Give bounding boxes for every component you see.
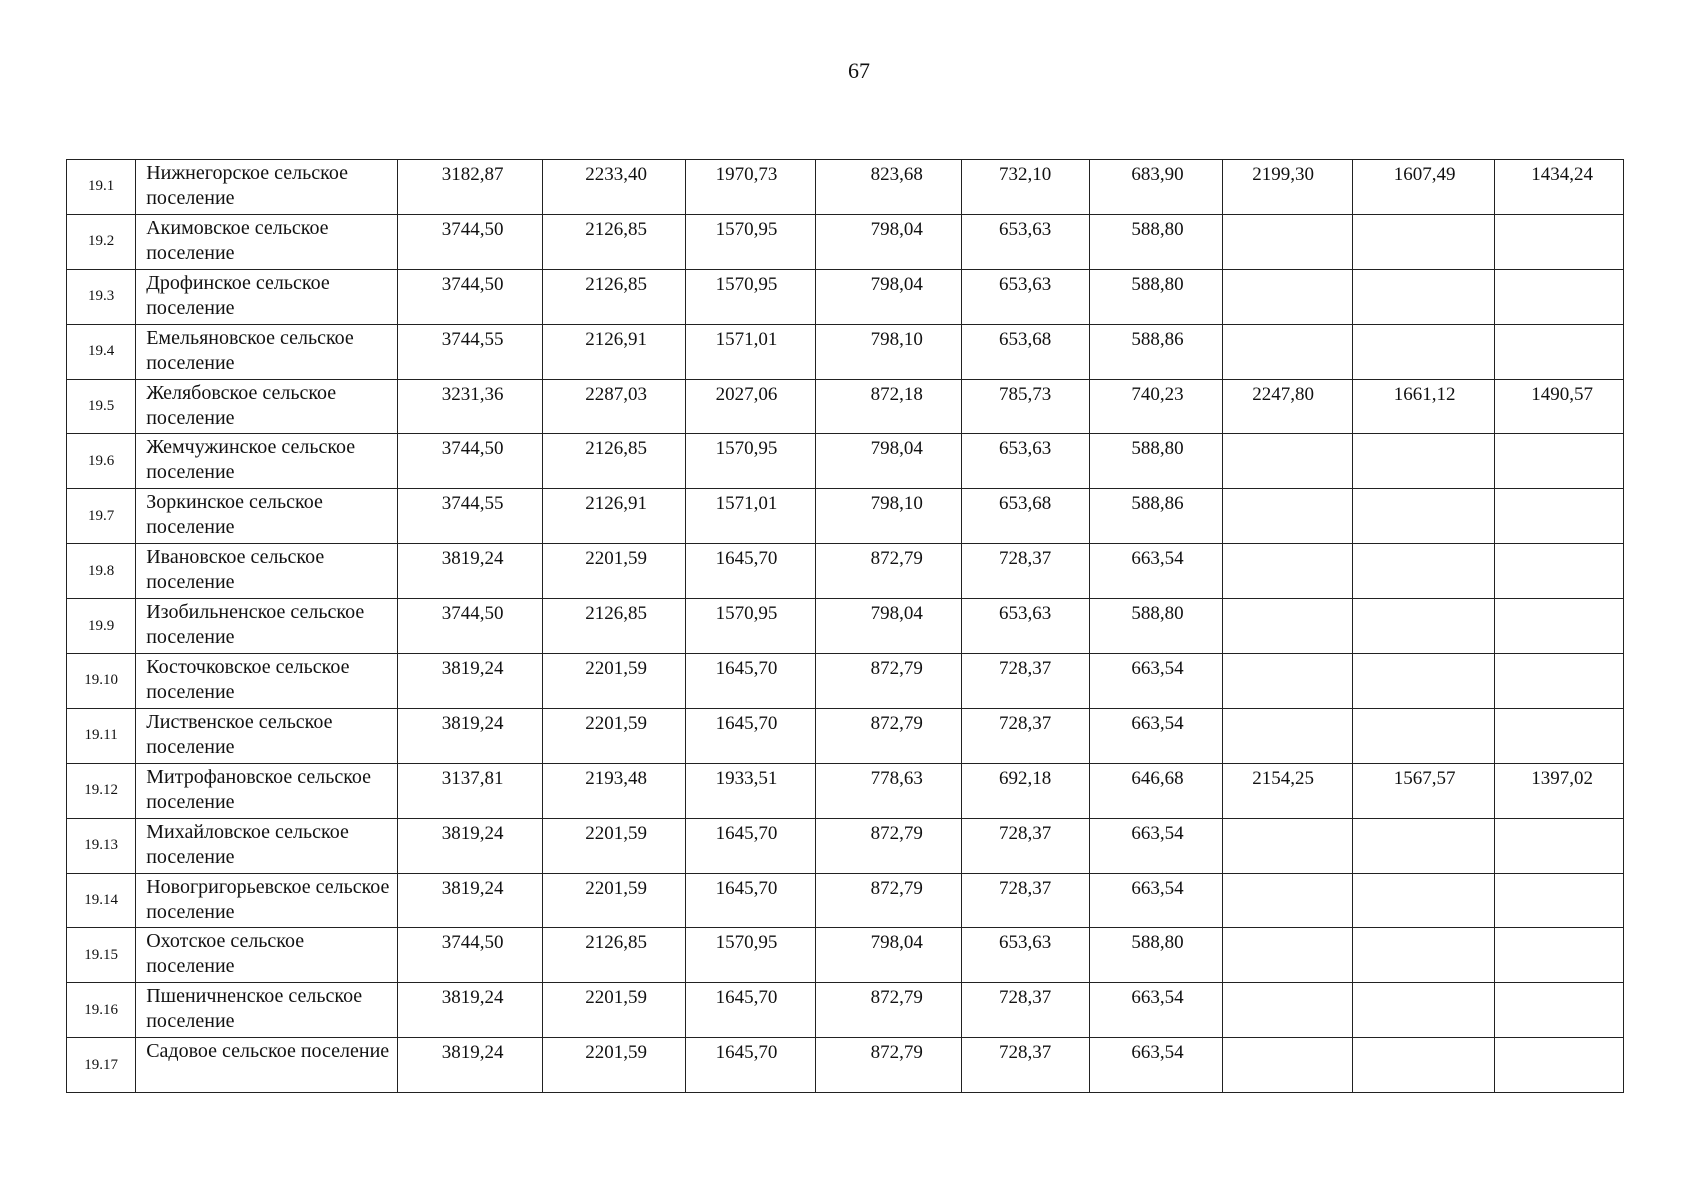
value-cell bbox=[1353, 214, 1494, 269]
value-cell: 1570,95 bbox=[685, 599, 815, 654]
value-cell: 663,54 bbox=[1090, 818, 1222, 873]
value-cell: 728,37 bbox=[961, 983, 1089, 1038]
value-cell: 588,80 bbox=[1090, 269, 1222, 324]
table-row bbox=[67, 599, 1624, 654]
value-cell: 2247,80 bbox=[1222, 379, 1352, 434]
value-cell: 3744,50 bbox=[398, 214, 542, 269]
row-number-cell: 19.11 bbox=[67, 708, 136, 763]
value-cell: 785,73 bbox=[961, 379, 1089, 434]
row-number-cell: 19.12 bbox=[67, 763, 136, 818]
value-cell: 3819,24 bbox=[398, 708, 542, 763]
value-cell: 653,68 bbox=[961, 489, 1089, 544]
settlement-name-cell: Нижнегорское сельское поселение bbox=[136, 160, 398, 215]
settlement-name-cell: Новогригорьевское сельское поселение bbox=[136, 873, 398, 928]
value-cell bbox=[1494, 269, 1624, 324]
value-cell: 872,79 bbox=[816, 818, 961, 873]
value-cell bbox=[1494, 489, 1624, 544]
value-cell bbox=[1222, 324, 1352, 379]
value-cell: 872,79 bbox=[816, 1038, 961, 1093]
value-cell: 1567,57 bbox=[1353, 763, 1494, 818]
value-cell: 3819,24 bbox=[398, 1038, 542, 1093]
value-cell bbox=[1222, 654, 1352, 709]
value-cell: 663,54 bbox=[1090, 1038, 1222, 1093]
value-cell bbox=[1494, 873, 1624, 928]
value-cell: 2154,25 bbox=[1222, 763, 1352, 818]
value-cell: 653,63 bbox=[961, 269, 1089, 324]
value-cell: 798,04 bbox=[816, 928, 961, 983]
value-cell: 872,79 bbox=[816, 708, 961, 763]
value-cell: 588,80 bbox=[1090, 928, 1222, 983]
row-number-cell: 19.16 bbox=[67, 983, 136, 1038]
value-cell bbox=[1494, 1038, 1624, 1093]
value-cell bbox=[1353, 983, 1494, 1038]
value-cell: 2126,85 bbox=[542, 434, 685, 489]
value-cell: 798,04 bbox=[816, 434, 961, 489]
value-cell: 2027,06 bbox=[685, 379, 815, 434]
table-row bbox=[67, 489, 1624, 544]
row-number-cell: 19.14 bbox=[67, 873, 136, 928]
value-cell: 1645,70 bbox=[685, 818, 815, 873]
value-cell: 3137,81 bbox=[398, 763, 542, 818]
table-row bbox=[67, 1038, 1624, 1093]
table-row bbox=[67, 214, 1624, 269]
value-cell: 588,86 bbox=[1090, 489, 1222, 544]
value-cell: 1490,57 bbox=[1494, 379, 1624, 434]
value-cell: 872,18 bbox=[816, 379, 961, 434]
value-cell: 3819,24 bbox=[398, 983, 542, 1038]
value-cell: 1645,70 bbox=[685, 1038, 815, 1093]
settlement-name-cell: Охотское сельское поселение bbox=[136, 928, 398, 983]
tariff-table bbox=[66, 159, 1624, 1093]
row-number-cell: 19.8 bbox=[67, 544, 136, 599]
value-cell: 728,37 bbox=[961, 708, 1089, 763]
value-cell: 588,86 bbox=[1090, 324, 1222, 379]
value-cell: 1645,70 bbox=[685, 983, 815, 1038]
value-cell: 2201,59 bbox=[542, 654, 685, 709]
settlement-name-cell: Косточковское сельское поселение bbox=[136, 654, 398, 709]
value-cell bbox=[1494, 654, 1624, 709]
value-cell bbox=[1222, 599, 1352, 654]
value-cell bbox=[1222, 983, 1352, 1038]
table-row bbox=[67, 763, 1624, 818]
value-cell: 663,54 bbox=[1090, 873, 1222, 928]
value-cell: 1933,51 bbox=[685, 763, 815, 818]
value-cell: 3744,50 bbox=[398, 434, 542, 489]
value-cell: 2126,85 bbox=[542, 928, 685, 983]
value-cell bbox=[1494, 928, 1624, 983]
value-cell: 1570,95 bbox=[685, 434, 815, 489]
value-cell bbox=[1494, 324, 1624, 379]
value-cell: 663,54 bbox=[1090, 708, 1222, 763]
value-cell: 3744,50 bbox=[398, 599, 542, 654]
value-cell: 2201,59 bbox=[542, 544, 685, 599]
table-row bbox=[67, 544, 1624, 599]
value-cell: 663,54 bbox=[1090, 544, 1222, 599]
value-cell: 3744,55 bbox=[398, 324, 542, 379]
value-cell: 728,37 bbox=[961, 544, 1089, 599]
value-cell: 1397,02 bbox=[1494, 763, 1624, 818]
value-cell: 2201,59 bbox=[542, 1038, 685, 1093]
settlement-name-cell: Изобильненское сельское поселение bbox=[136, 599, 398, 654]
table-row bbox=[67, 160, 1624, 215]
value-cell: 2126,85 bbox=[542, 599, 685, 654]
settlement-name-cell: Садовое сельское поселение bbox=[136, 1038, 398, 1093]
row-number-cell: 19.5 bbox=[67, 379, 136, 434]
value-cell bbox=[1353, 873, 1494, 928]
page-number: 67 bbox=[848, 58, 870, 83]
settlement-name-cell: Митрофановское сельское поселение bbox=[136, 763, 398, 818]
value-cell: 663,54 bbox=[1090, 654, 1222, 709]
value-cell bbox=[1494, 599, 1624, 654]
value-cell bbox=[1222, 818, 1352, 873]
value-cell: 872,79 bbox=[816, 654, 961, 709]
value-cell: 653,63 bbox=[961, 928, 1089, 983]
value-cell: 3231,36 bbox=[398, 379, 542, 434]
value-cell: 1570,95 bbox=[685, 928, 815, 983]
value-cell: 3819,24 bbox=[398, 818, 542, 873]
value-cell: 2126,91 bbox=[542, 489, 685, 544]
settlement-name-cell: Акимовское сельское поселение bbox=[136, 214, 398, 269]
value-cell bbox=[1222, 489, 1352, 544]
value-cell: 2233,40 bbox=[542, 160, 685, 215]
value-cell: 653,68 bbox=[961, 324, 1089, 379]
value-cell: 646,68 bbox=[1090, 763, 1222, 818]
value-cell: 1645,70 bbox=[685, 708, 815, 763]
table-row bbox=[67, 269, 1624, 324]
settlement-name-cell: Желябовское сельское поселение bbox=[136, 379, 398, 434]
table-row bbox=[67, 324, 1624, 379]
value-cell: 728,37 bbox=[961, 654, 1089, 709]
row-number-cell: 19.9 bbox=[67, 599, 136, 654]
value-cell: 3819,24 bbox=[398, 544, 542, 599]
table-row bbox=[67, 873, 1624, 928]
value-cell: 2201,59 bbox=[542, 983, 685, 1038]
table-row bbox=[67, 983, 1624, 1038]
value-cell bbox=[1353, 818, 1494, 873]
table-row bbox=[67, 818, 1624, 873]
value-cell: 588,80 bbox=[1090, 434, 1222, 489]
value-cell: 3744,55 bbox=[398, 489, 542, 544]
value-cell bbox=[1222, 708, 1352, 763]
value-cell: 3744,50 bbox=[398, 928, 542, 983]
value-cell bbox=[1494, 708, 1624, 763]
value-cell: 2287,03 bbox=[542, 379, 685, 434]
value-cell: 2126,85 bbox=[542, 269, 685, 324]
value-cell: 1571,01 bbox=[685, 324, 815, 379]
settlement-name-cell: Дрофинское сельское поселение bbox=[136, 269, 398, 324]
value-cell: 2126,91 bbox=[542, 324, 685, 379]
value-cell bbox=[1353, 269, 1494, 324]
value-cell: 2201,59 bbox=[542, 818, 685, 873]
value-cell: 872,79 bbox=[816, 983, 961, 1038]
row-number-cell: 19.10 bbox=[67, 654, 136, 709]
value-cell: 663,54 bbox=[1090, 983, 1222, 1038]
value-cell: 653,63 bbox=[961, 434, 1089, 489]
settlement-name-cell: Емельяновское сельское поселение bbox=[136, 324, 398, 379]
table-body bbox=[67, 160, 1624, 1093]
value-cell: 872,79 bbox=[816, 873, 961, 928]
row-number-cell: 19.7 bbox=[67, 489, 136, 544]
settlement-name-cell: Зоркинское сельское поселение bbox=[136, 489, 398, 544]
value-cell: 588,80 bbox=[1090, 214, 1222, 269]
value-cell: 588,80 bbox=[1090, 599, 1222, 654]
value-cell: 728,37 bbox=[961, 818, 1089, 873]
value-cell: 1645,70 bbox=[685, 544, 815, 599]
value-cell: 740,23 bbox=[1090, 379, 1222, 434]
row-number-cell: 19.17 bbox=[67, 1038, 136, 1093]
value-cell bbox=[1353, 928, 1494, 983]
row-number-cell: 19.1 bbox=[67, 160, 136, 215]
value-cell: 728,37 bbox=[961, 873, 1089, 928]
row-number-cell: 19.6 bbox=[67, 434, 136, 489]
value-cell: 798,04 bbox=[816, 214, 961, 269]
value-cell: 798,10 bbox=[816, 489, 961, 544]
row-number-cell: 19.3 bbox=[67, 269, 136, 324]
value-cell bbox=[1494, 983, 1624, 1038]
value-cell: 653,63 bbox=[961, 214, 1089, 269]
value-cell bbox=[1353, 1038, 1494, 1093]
value-cell: 823,68 bbox=[816, 160, 961, 215]
value-cell: 1645,70 bbox=[685, 873, 815, 928]
table-row bbox=[67, 708, 1624, 763]
value-cell bbox=[1353, 599, 1494, 654]
value-cell: 2201,59 bbox=[542, 873, 685, 928]
value-cell bbox=[1494, 818, 1624, 873]
value-cell bbox=[1222, 1038, 1352, 1093]
value-cell: 1570,95 bbox=[685, 269, 815, 324]
value-cell bbox=[1222, 544, 1352, 599]
value-cell: 798,04 bbox=[816, 269, 961, 324]
table-row bbox=[67, 654, 1624, 709]
value-cell: 3744,50 bbox=[398, 269, 542, 324]
settlement-name-cell: Жемчужинское сельское поселение bbox=[136, 434, 398, 489]
settlement-name-cell: Лиственское сельское поселение bbox=[136, 708, 398, 763]
value-cell: 2201,59 bbox=[542, 708, 685, 763]
value-cell bbox=[1222, 873, 1352, 928]
value-cell: 3819,24 bbox=[398, 654, 542, 709]
value-cell: 1607,49 bbox=[1353, 160, 1494, 215]
value-cell: 1434,24 bbox=[1494, 160, 1624, 215]
table-row bbox=[67, 434, 1624, 489]
value-cell: 1970,73 bbox=[685, 160, 815, 215]
value-cell bbox=[1353, 434, 1494, 489]
value-cell: 1661,12 bbox=[1353, 379, 1494, 434]
row-number-cell: 19.13 bbox=[67, 818, 136, 873]
value-cell: 3819,24 bbox=[398, 873, 542, 928]
value-cell: 1571,01 bbox=[685, 489, 815, 544]
value-cell: 872,79 bbox=[816, 544, 961, 599]
value-cell: 2193,48 bbox=[542, 763, 685, 818]
settlement-name-cell: Михайловское сельское поселение bbox=[136, 818, 398, 873]
value-cell bbox=[1353, 654, 1494, 709]
value-cell bbox=[1222, 928, 1352, 983]
value-cell: 2199,30 bbox=[1222, 160, 1352, 215]
value-cell bbox=[1494, 214, 1624, 269]
value-cell bbox=[1222, 214, 1352, 269]
row-number-cell: 19.15 bbox=[67, 928, 136, 983]
value-cell bbox=[1222, 434, 1352, 489]
value-cell: 683,90 bbox=[1090, 160, 1222, 215]
value-cell: 778,63 bbox=[816, 763, 961, 818]
value-cell: 3182,87 bbox=[398, 160, 542, 215]
value-cell bbox=[1353, 489, 1494, 544]
settlement-name-cell: Ивановское сельское поселение bbox=[136, 544, 398, 599]
value-cell: 732,10 bbox=[961, 160, 1089, 215]
value-cell bbox=[1353, 708, 1494, 763]
value-cell: 653,63 bbox=[961, 599, 1089, 654]
row-number-cell: 19.2 bbox=[67, 214, 136, 269]
value-cell bbox=[1353, 324, 1494, 379]
value-cell bbox=[1494, 544, 1624, 599]
value-cell bbox=[1353, 544, 1494, 599]
value-cell bbox=[1494, 434, 1624, 489]
value-cell bbox=[1222, 269, 1352, 324]
settlement-name-cell: Пшеничненское сельское поселение bbox=[136, 983, 398, 1038]
value-cell: 692,18 bbox=[961, 763, 1089, 818]
table-row bbox=[67, 379, 1624, 434]
value-cell: 798,04 bbox=[816, 599, 961, 654]
value-cell: 1570,95 bbox=[685, 214, 815, 269]
value-cell: 1645,70 bbox=[685, 654, 815, 709]
value-cell: 728,37 bbox=[961, 1038, 1089, 1093]
row-number-cell: 19.4 bbox=[67, 324, 136, 379]
table-row bbox=[67, 928, 1624, 983]
value-cell: 2126,85 bbox=[542, 214, 685, 269]
value-cell: 798,10 bbox=[816, 324, 961, 379]
